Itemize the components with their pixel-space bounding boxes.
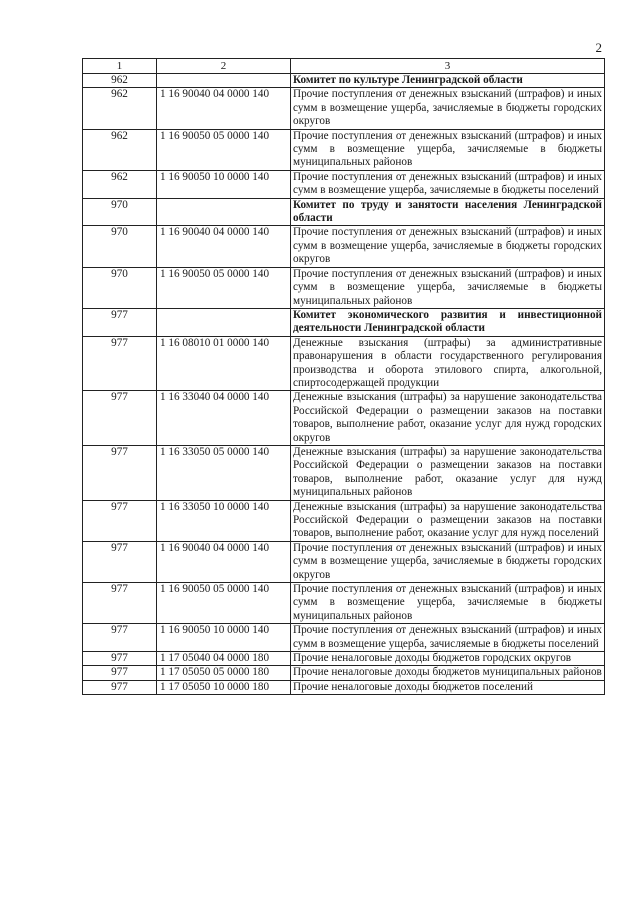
table-row bbox=[83, 500, 605, 541]
admin-code-cell: 977 bbox=[83, 500, 157, 541]
table-row bbox=[83, 336, 605, 391]
description-cell: Прочие поступления от денежных взысканий (штрафов) и иных сумм в возмещение ущерба, зачисляемые в бюджеты городских округов bbox=[291, 226, 605, 267]
page-number: 2 bbox=[595, 40, 602, 55]
description-cell: Прочие поступления от денежных взысканий (штрафов) и иных сумм в возмещение ущерба, зачисляемые в бюджеты муниципальных районов bbox=[291, 267, 605, 308]
admin-code-cell: 962 bbox=[83, 170, 157, 198]
description-cell: Прочие неналоговые доходы бюджетов поселений bbox=[291, 680, 605, 694]
description-cell: Прочие поступления от денежных взысканий (штрафов) и иных сумм в возмещение ущерба, зачисляемые в бюджеты муниципальных районов bbox=[291, 129, 605, 170]
organization-row bbox=[83, 198, 605, 226]
table-row bbox=[83, 541, 605, 582]
header-col-2: 2 bbox=[157, 59, 291, 74]
description-cell: Денежные взыскания (штрафы) за административные правонарушения в области государственного регулирования производства и оборота этилового спирта, алкогольной, спиртосодержащей продукции bbox=[291, 336, 605, 391]
table-row bbox=[83, 267, 605, 308]
admin-code-cell: 977 bbox=[83, 624, 157, 652]
description-cell: Денежные взыскания (штрафы) за нарушение законодательства Российской Федерации о размещении заказов на поставки товаров, выполнение работ, оказание услуг для нужд муниципальных районов bbox=[291, 445, 605, 500]
admin-code-cell: 970 bbox=[83, 198, 157, 226]
budget-code-cell: 1 16 08010 01 0000 140 bbox=[157, 336, 291, 391]
table-row bbox=[83, 583, 605, 624]
table-row bbox=[83, 680, 605, 694]
header-col-1: 1 bbox=[83, 59, 157, 74]
table-row bbox=[83, 666, 605, 680]
budget-code-cell: 1 17 05050 10 0000 180 bbox=[157, 680, 291, 694]
admin-code-cell: 962 bbox=[83, 74, 157, 88]
admin-code-cell: 977 bbox=[83, 308, 157, 336]
description-cell: Прочие неналоговые доходы бюджетов городских округов bbox=[291, 652, 605, 666]
admin-code-cell: 970 bbox=[83, 226, 157, 267]
budget-code-cell: 1 16 90040 04 0000 140 bbox=[157, 226, 291, 267]
organization-name-cell: Комитет по культуре Ленинградской области bbox=[291, 74, 605, 88]
table-row bbox=[83, 445, 605, 500]
table-header-row bbox=[83, 59, 605, 74]
table-row bbox=[83, 129, 605, 170]
admin-code-cell: 977 bbox=[83, 391, 157, 446]
description-cell: Прочие поступления от денежных взысканий (штрафов) и иных сумм в возмещение ущерба, зачисляемые в бюджеты муниципальных районов bbox=[291, 583, 605, 624]
revenue-codes-table bbox=[82, 58, 605, 695]
table-row bbox=[83, 652, 605, 666]
header-col-3: 3 bbox=[291, 59, 605, 74]
admin-code-cell: 977 bbox=[83, 680, 157, 694]
organization-row bbox=[83, 74, 605, 88]
admin-code-cell: 977 bbox=[83, 336, 157, 391]
budget-code-cell bbox=[157, 198, 291, 226]
admin-code-cell: 977 bbox=[83, 652, 157, 666]
budget-code-cell: 1 17 05040 04 0000 180 bbox=[157, 652, 291, 666]
budget-code-cell: 1 16 33040 04 0000 140 bbox=[157, 391, 291, 446]
table-row bbox=[83, 624, 605, 652]
budget-code-cell: 1 16 90040 04 0000 140 bbox=[157, 88, 291, 129]
description-cell: Прочие поступления от денежных взысканий (штрафов) и иных сумм в возмещение ущерба, зачисляемые в бюджеты городских округов bbox=[291, 541, 605, 582]
budget-code-cell bbox=[157, 74, 291, 88]
description-cell: Прочие неналоговые доходы бюджетов муниципальных районов bbox=[291, 666, 605, 680]
organization-name-cell: Комитет экономического развития и инвестиционной деятельности Ленинградской области bbox=[291, 308, 605, 336]
description-cell: Прочие поступления от денежных взысканий (штрафов) и иных сумм в возмещение ущерба, зачисляемые в бюджеты городских округов bbox=[291, 88, 605, 129]
admin-code-cell: 977 bbox=[83, 445, 157, 500]
budget-code-cell bbox=[157, 308, 291, 336]
admin-code-cell: 962 bbox=[83, 129, 157, 170]
admin-code-cell: 970 bbox=[83, 267, 157, 308]
description-cell: Прочие поступления от денежных взысканий (штрафов) и иных сумм в возмещение ущерба, зачисляемые в бюджеты поселений bbox=[291, 624, 605, 652]
budget-code-cell: 1 16 90050 05 0000 140 bbox=[157, 129, 291, 170]
admin-code-cell: 977 bbox=[83, 541, 157, 582]
description-cell: Прочие поступления от денежных взысканий (штрафов) и иных сумм в возмещение ущерба, зачисляемые в бюджеты поселений bbox=[291, 170, 605, 198]
table-row bbox=[83, 391, 605, 446]
table-row bbox=[83, 88, 605, 129]
admin-code-cell: 977 bbox=[83, 583, 157, 624]
table-row bbox=[83, 226, 605, 267]
organization-row bbox=[83, 308, 605, 336]
budget-code-cell: 1 16 33050 10 0000 140 bbox=[157, 500, 291, 541]
organization-name-cell: Комитет по труду и занятости населения Ленинградской области bbox=[291, 198, 605, 226]
budget-code-cell: 1 16 90040 04 0000 140 bbox=[157, 541, 291, 582]
budget-code-cell: 1 16 90050 10 0000 140 bbox=[157, 624, 291, 652]
admin-code-cell: 962 bbox=[83, 88, 157, 129]
budget-code-cell: 1 16 90050 10 0000 140 bbox=[157, 170, 291, 198]
budget-code-cell: 1 16 90050 05 0000 140 bbox=[157, 583, 291, 624]
description-cell: Денежные взыскания (штрафы) за нарушение законодательства Российской Федерации о размещении заказов на поставки товаров, выполнение работ, оказание услуг для нужд городских округов bbox=[291, 391, 605, 446]
table-row bbox=[83, 170, 605, 198]
description-cell: Денежные взыскания (штрафы) за нарушение законодательства Российской Федерации о размещении заказов на поставки товаров, выполнение работ, оказание услуг для нужд поселений bbox=[291, 500, 605, 541]
admin-code-cell: 977 bbox=[83, 666, 157, 680]
budget-code-cell: 1 16 33050 05 0000 140 bbox=[157, 445, 291, 500]
budget-code-cell: 1 17 05050 05 0000 180 bbox=[157, 666, 291, 680]
budget-code-cell: 1 16 90050 05 0000 140 bbox=[157, 267, 291, 308]
